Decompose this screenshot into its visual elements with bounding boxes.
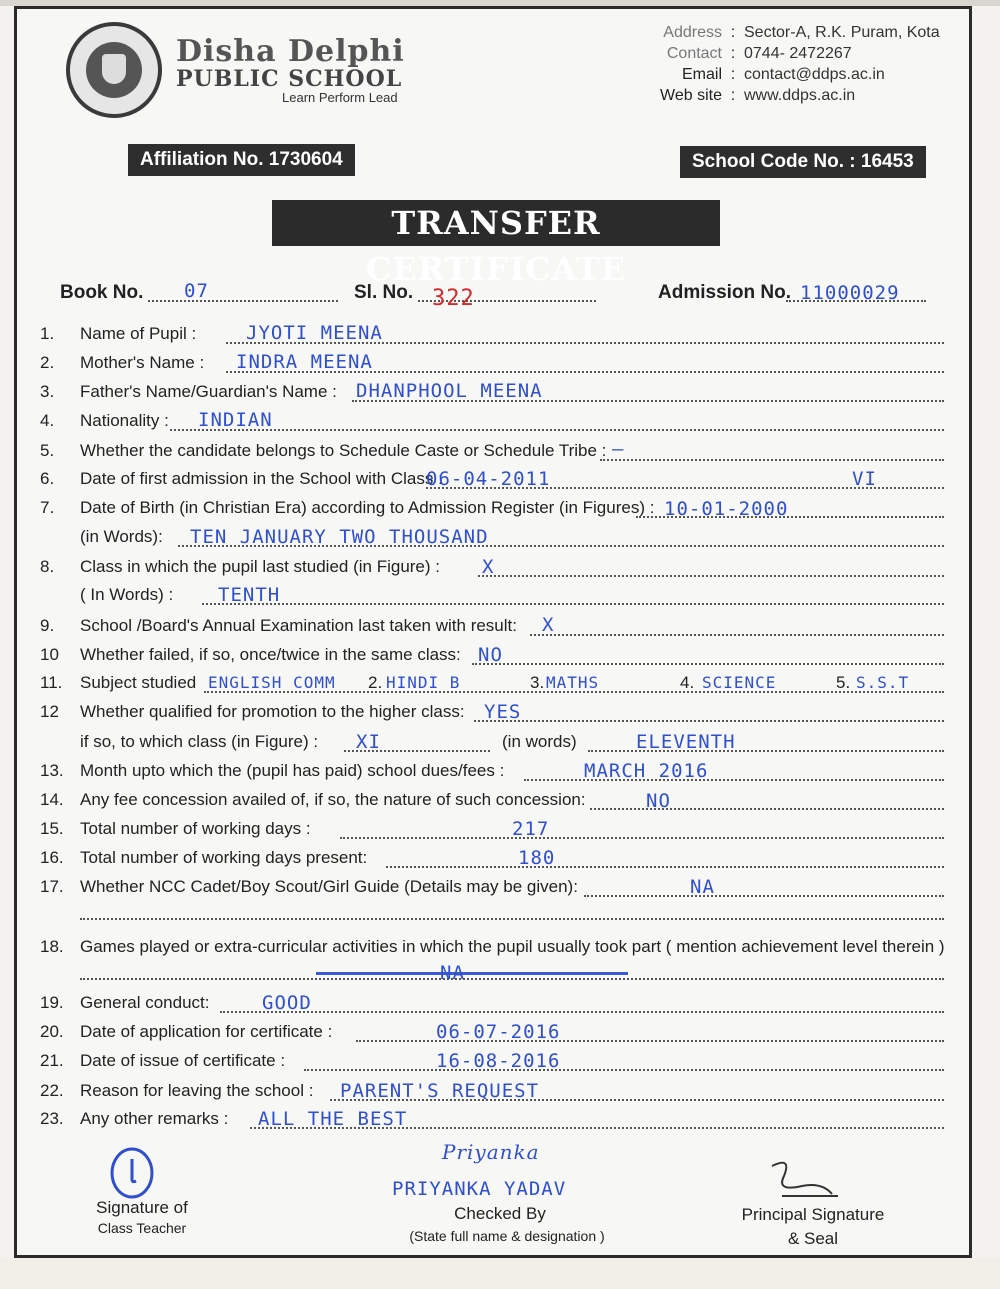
principal-signature-mark xyxy=(762,1156,842,1204)
teacher-sig-line1: Signature of xyxy=(96,1198,188,1217)
item-11: 11. Subject studied xyxy=(40,673,197,692)
remarks-value: ALL THE BEST xyxy=(258,1108,408,1130)
days-present: 180 xyxy=(518,847,556,869)
scan-bottom-edge xyxy=(0,1258,1000,1289)
in-words-label: (in words) xyxy=(502,732,577,751)
affiliation-badge: Affiliation No. 1730604 xyxy=(128,144,355,176)
dots-17b xyxy=(80,918,944,920)
contact-key: Web site xyxy=(660,87,722,104)
contact-key: Email xyxy=(681,66,722,83)
item-9: 9. School /Board's Annual Examination last taken with result: xyxy=(40,616,517,635)
admission-date: 06-04-2011 xyxy=(426,468,551,490)
dots-10 xyxy=(472,663,944,665)
item-12: 12 Whether qualified for promotion to the higher class: xyxy=(40,702,465,721)
teacher-signature-label xyxy=(88,1198,196,1238)
item-8-words: ( In Words) : xyxy=(80,585,174,604)
subject-3-label: 3. xyxy=(530,673,545,692)
strike-line xyxy=(316,972,628,975)
item-14: 14. Any fee concession availed of, if so, the nature of such concession: xyxy=(40,790,586,809)
checked-by-note: (State full name & designation ) xyxy=(409,1228,605,1244)
item-12-class: if so, to which class (in Figure) : xyxy=(80,732,319,751)
item-23: 23. Any other remarks : xyxy=(40,1109,229,1128)
item-1: 1. Name of Pupil : xyxy=(40,324,197,343)
dots-4 xyxy=(170,429,944,431)
father-name: DHANPHOOL MEENA xyxy=(356,380,543,402)
concession-value: NO xyxy=(646,790,671,812)
checked-by-label: Checked By xyxy=(454,1204,546,1223)
school-logo-icon xyxy=(66,22,162,118)
item-2: 2. Mother's Name : xyxy=(40,353,205,372)
dots-5 xyxy=(600,459,944,461)
school-tagline: Learn Perform Lead xyxy=(282,90,398,105)
dob-figures: 10-01-2000 xyxy=(664,498,789,520)
item-7-words: (in Words): xyxy=(80,527,163,546)
promoted-class-words: ELEVENTH xyxy=(636,731,736,753)
dots-18 xyxy=(80,978,944,980)
working-days: 217 xyxy=(512,818,550,840)
dob-words: TEN JANUARY TWO THOUSAND xyxy=(190,526,489,548)
item-10: 10 Whether failed, if so, once/twice in the same class: xyxy=(40,645,461,664)
item-13: 13. Month upto which the (pupil has paid) school dues/fees : xyxy=(40,761,505,780)
fees-month: MARCH 2016 xyxy=(584,760,709,782)
subject-4: SCIENCE xyxy=(702,673,777,692)
sl-value: 322 xyxy=(432,286,475,311)
contact-value: Sector-A, R.K. Puram, Kota xyxy=(744,24,940,41)
subject-2-label: 2. xyxy=(368,673,383,692)
last-class-words: TENTH xyxy=(218,584,281,606)
school-name: Disha Delphi xyxy=(176,34,405,69)
subject-5: S.S.T xyxy=(856,673,910,692)
principal-sig-line1: Principal Signature xyxy=(741,1205,885,1224)
book-value: 07 xyxy=(184,280,209,302)
item-3: 3. Father's Name/Guardian's Name : xyxy=(40,382,337,401)
dots-19 xyxy=(220,1011,944,1013)
contact-block: Address : Sector-A, R.K. Puram, Kota Contact : 0744- 2472267 Email : contact@ddps.ac.in Web site : www.ddps.ac.in xyxy=(612,24,940,108)
dots-15 xyxy=(340,837,944,839)
book-dots xyxy=(148,300,338,302)
item-20: 20. Date of application for certificate : xyxy=(40,1022,333,1041)
dots-9 xyxy=(530,634,944,636)
promoted-class-figure: XI xyxy=(356,731,381,753)
item-4: 4. Nationality : xyxy=(40,411,169,430)
mother-name: INDRA MEENA xyxy=(236,351,373,373)
conduct-value: GOOD xyxy=(262,992,312,1014)
nationality-value: INDIAN xyxy=(198,409,273,431)
dots-8 xyxy=(478,575,944,577)
item-6: 6. Date of first admission in the School with Class : xyxy=(40,469,443,488)
ncc-value: NA xyxy=(690,876,715,898)
admission-label: Admission No. xyxy=(658,282,792,303)
subject-3: MATHS xyxy=(546,673,600,692)
checked-by-signature: Priyanka xyxy=(442,1140,540,1164)
sl-label: Sl. No. xyxy=(354,282,414,303)
caste-value: — xyxy=(612,438,625,460)
activities-value: NA xyxy=(440,962,465,984)
contact-value: www.ddps.ac.in xyxy=(744,87,856,104)
item-16: 16. Total number of working days present: xyxy=(40,848,368,867)
item-18: 18. Games played or extra-curricular activities in which the pupil usually took part ( mention achievement level therein ) xyxy=(40,937,945,956)
issue-date: 16-08-2016 xyxy=(436,1050,561,1072)
principal-sig-line2: & Seal xyxy=(787,1229,839,1248)
item-21: 21. Date of issue of certificate : xyxy=(40,1051,286,1070)
failed-value: NO xyxy=(478,644,503,666)
contact-key: Address xyxy=(663,24,722,41)
certificate-title: TRANSFER CERTIFICATE xyxy=(272,200,720,246)
subject-5-label: 5. xyxy=(836,673,851,692)
application-date: 06-07-2016 xyxy=(436,1021,561,1043)
contact-value: 0744- 2472267 xyxy=(744,45,852,62)
item-8: 8. Class in which the pupil last studied (in Figure) : xyxy=(40,557,440,576)
leaving-reason: PARENT'S REQUEST xyxy=(340,1080,540,1102)
subject-1: ENGLISH COMM xyxy=(208,673,336,692)
item-7: 7. Date of Birth (in Christian Era) according to Admission Register (in Figures) : xyxy=(40,498,655,517)
checked-by-name: PRIYANKA YADAV xyxy=(392,1178,567,1200)
promotion-value: YES xyxy=(484,701,522,723)
last-class-figure: X xyxy=(482,556,495,578)
school-subtitle: PUBLIC SCHOOL xyxy=(176,66,403,92)
subject-4-label: 4. xyxy=(680,673,695,692)
principal-signature-label xyxy=(740,1205,886,1249)
item-15: 15. Total number of working days : xyxy=(40,819,311,838)
contact-value: contact@ddps.ac.in xyxy=(744,66,885,83)
item-22: 22. Reason for leaving the school : xyxy=(40,1081,314,1100)
dots-16 xyxy=(386,866,944,868)
book-label: Book No. xyxy=(60,282,144,303)
exam-result: X xyxy=(542,614,555,636)
dots-14 xyxy=(590,808,944,810)
teacher-sig-line2: Class Teacher xyxy=(97,1220,187,1236)
item-19: 19. General conduct: xyxy=(40,993,210,1012)
dots-21 xyxy=(304,1069,944,1071)
dots-17 xyxy=(584,895,944,897)
item-17: 17. Whether NCC Cadet/Boy Scout/Girl Guide (Details may be given): xyxy=(40,877,578,896)
subject-2: HINDI B xyxy=(386,673,461,692)
dots-8b xyxy=(202,603,944,605)
teacher-signature-mark xyxy=(106,1145,158,1201)
dots-12 xyxy=(474,720,944,722)
item-5: 5. Whether the candidate belongs to Schedule Caste or Schedule Tribe : xyxy=(40,441,607,460)
admission-value: 11000029 xyxy=(800,282,900,304)
contact-key: Contact xyxy=(666,45,722,62)
school-code-badge: School Code No. : 16453 xyxy=(680,146,926,178)
admission-class: VI xyxy=(852,468,877,490)
pupil-name: JYOTI MEENA xyxy=(246,322,383,344)
